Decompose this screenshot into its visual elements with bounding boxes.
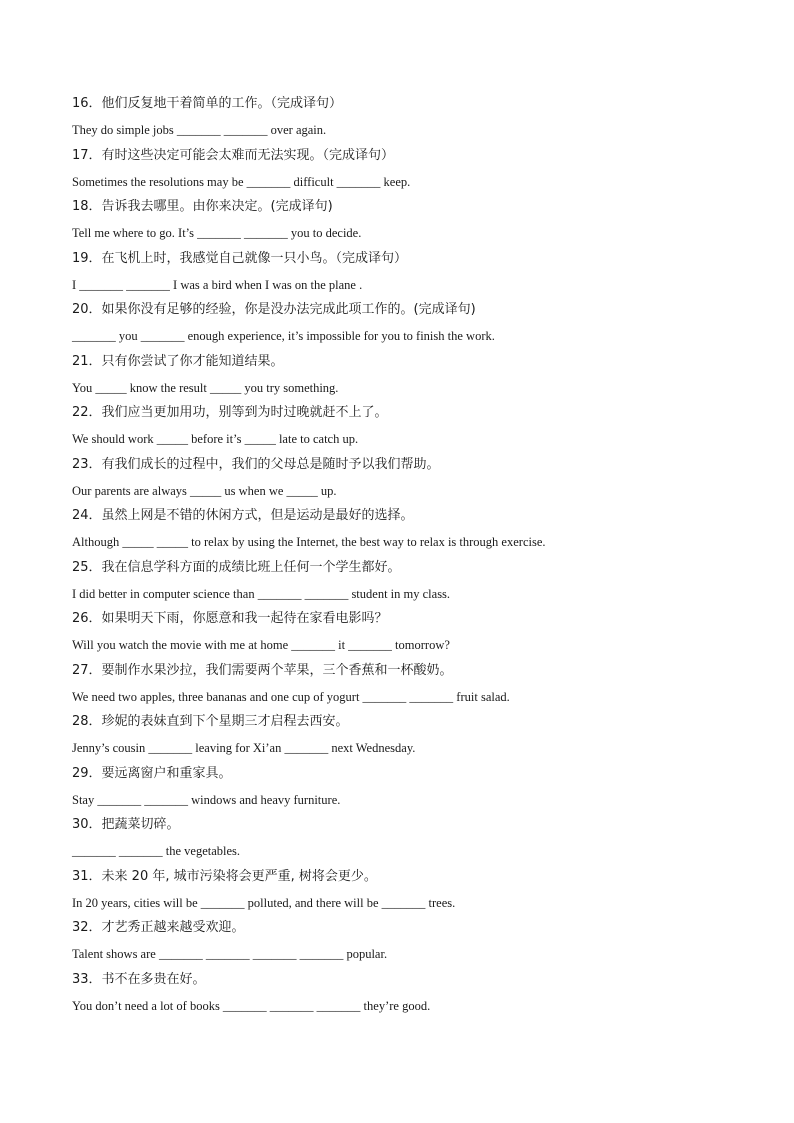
chinese-prompt: 26．如果明天下雨，你愿意和我一起待在家看电影吗？	[72, 611, 388, 626]
exercise-item-18	[72, 197, 752, 243]
chinese-prompt: 29．要远离窗户和重家具。	[72, 765, 232, 781]
english-sentence: Will you watch the movie with me at home _______ it _______ tomorrow?	[72, 638, 450, 652]
english-sentence: Sometimes the resolutions may be _______ difficult _______ keep.	[72, 174, 411, 189]
english-sentence: I did better in computer science than _______ _______ student in my class.	[72, 586, 451, 601]
chinese-prompt: 20．如果你没有足够的经验，你是没办法完成此项工作的。(完成译句)	[72, 302, 476, 317]
chinese-prompt: 21．只有你尝试了你才能知道结果。	[72, 353, 284, 369]
chinese-prompt: 24．虽然上网是不错的休闲方式，但是运动是最好的选择。	[72, 508, 414, 523]
chinese-prompt: 33．书不在多贵在好。	[72, 971, 206, 987]
exercise-item-26	[72, 609, 752, 655]
chinese-prompt: 30．把蔬菜切碎。	[72, 817, 180, 832]
english-sentence: They do simple jobs _______ _______ over again.	[72, 123, 327, 137]
exercise-item-32	[72, 918, 752, 964]
exercise-item-16	[72, 94, 752, 140]
exercise-item-25	[72, 558, 752, 604]
english-sentence: We need two apples, three bananas and one cup of yogurt _______ _______ fruit salad.	[72, 689, 510, 704]
exercise-item-27	[72, 661, 752, 707]
chinese-prompt: 17．有时这些决定可能会太难而无法实现。（完成译句）	[72, 147, 395, 163]
chinese-prompt: 23．有我们成长的过程中，我们的父母总是随时予以我们帮助。	[72, 456, 440, 472]
english-sentence: In 20 years, cities will be _______ polluted, and there will be _______ trees.	[72, 895, 456, 910]
english-sentence: Talent shows are _______ _______ _______ _______ popular.	[72, 947, 388, 961]
exercise-item-33	[72, 970, 752, 1016]
chinese-prompt: 16．他们反复地干着简单的工作。（完成译句）	[72, 96, 343, 111]
english-sentence: Although _____ _____ to relax by using the Internet, the best way to relax is through exercise.	[72, 535, 546, 549]
exercise-item-17	[72, 146, 752, 192]
chinese-prompt: 22．我们应当更加用功，别等到为时过晚就赶不上了。	[72, 405, 388, 420]
exercise-item-20	[72, 300, 752, 346]
chinese-prompt: 28．珍妮的表妹直到下个星期三才启程去西安。	[72, 714, 349, 729]
exercise-item-23	[72, 455, 752, 501]
exercise-item-24	[72, 506, 752, 552]
chinese-prompt: 18．告诉我去哪里。由你来决定。(完成译句)	[72, 199, 333, 214]
exercise-item-28	[72, 712, 752, 758]
exercise-item-21	[72, 352, 752, 398]
english-sentence: You _____ know the result _____ you try something.	[72, 380, 339, 395]
english-sentence: _______ you _______ enough experience, it’s impossible for you to finish the work.	[72, 329, 495, 343]
english-sentence: Stay _______ _______ windows and heavy furniture.	[72, 792, 341, 807]
exercise-item-19	[72, 249, 752, 295]
exercise-item-30	[72, 815, 752, 861]
exercise-item-31	[72, 867, 752, 913]
english-sentence: You don’t need a lot of books _______ _______ _______ they’re good.	[72, 998, 431, 1013]
exercise-item-29	[72, 764, 752, 810]
english-sentence: Our parents are always _____ us when we _____ up.	[72, 483, 337, 498]
english-sentence: Jenny’s cousin _______ leaving for Xi’an _______ next Wednesday.	[72, 741, 416, 755]
chinese-prompt: 25．我在信息学科方面的成绩比班上任何一个学生都好。	[72, 559, 401, 575]
exercise-list	[72, 94, 752, 1021]
english-sentence: _______ _______ the vegetables.	[72, 844, 241, 858]
chinese-prompt: 31．未来 20 年, 城市污染将会更严重, 树将会更少。	[72, 868, 377, 884]
english-sentence: Tell me where to go. It’s _______ _______ you to decide.	[72, 226, 362, 240]
english-sentence: I _______ _______ I was a bird when I was on the plane .	[72, 277, 363, 292]
chinese-prompt: 19．在飞机上时，我感觉自己就像一只小鸟。（完成译句）	[72, 250, 408, 266]
exercise-item-22	[72, 403, 752, 449]
chinese-prompt: 27．要制作水果沙拉，我们需要两个苹果，三个香蕉和一杯酸奶。	[72, 662, 453, 678]
english-sentence: We should work _____ before it’s _____ late to catch up.	[72, 432, 359, 446]
chinese-prompt: 32．才艺秀正越来越受欢迎。	[72, 920, 245, 935]
